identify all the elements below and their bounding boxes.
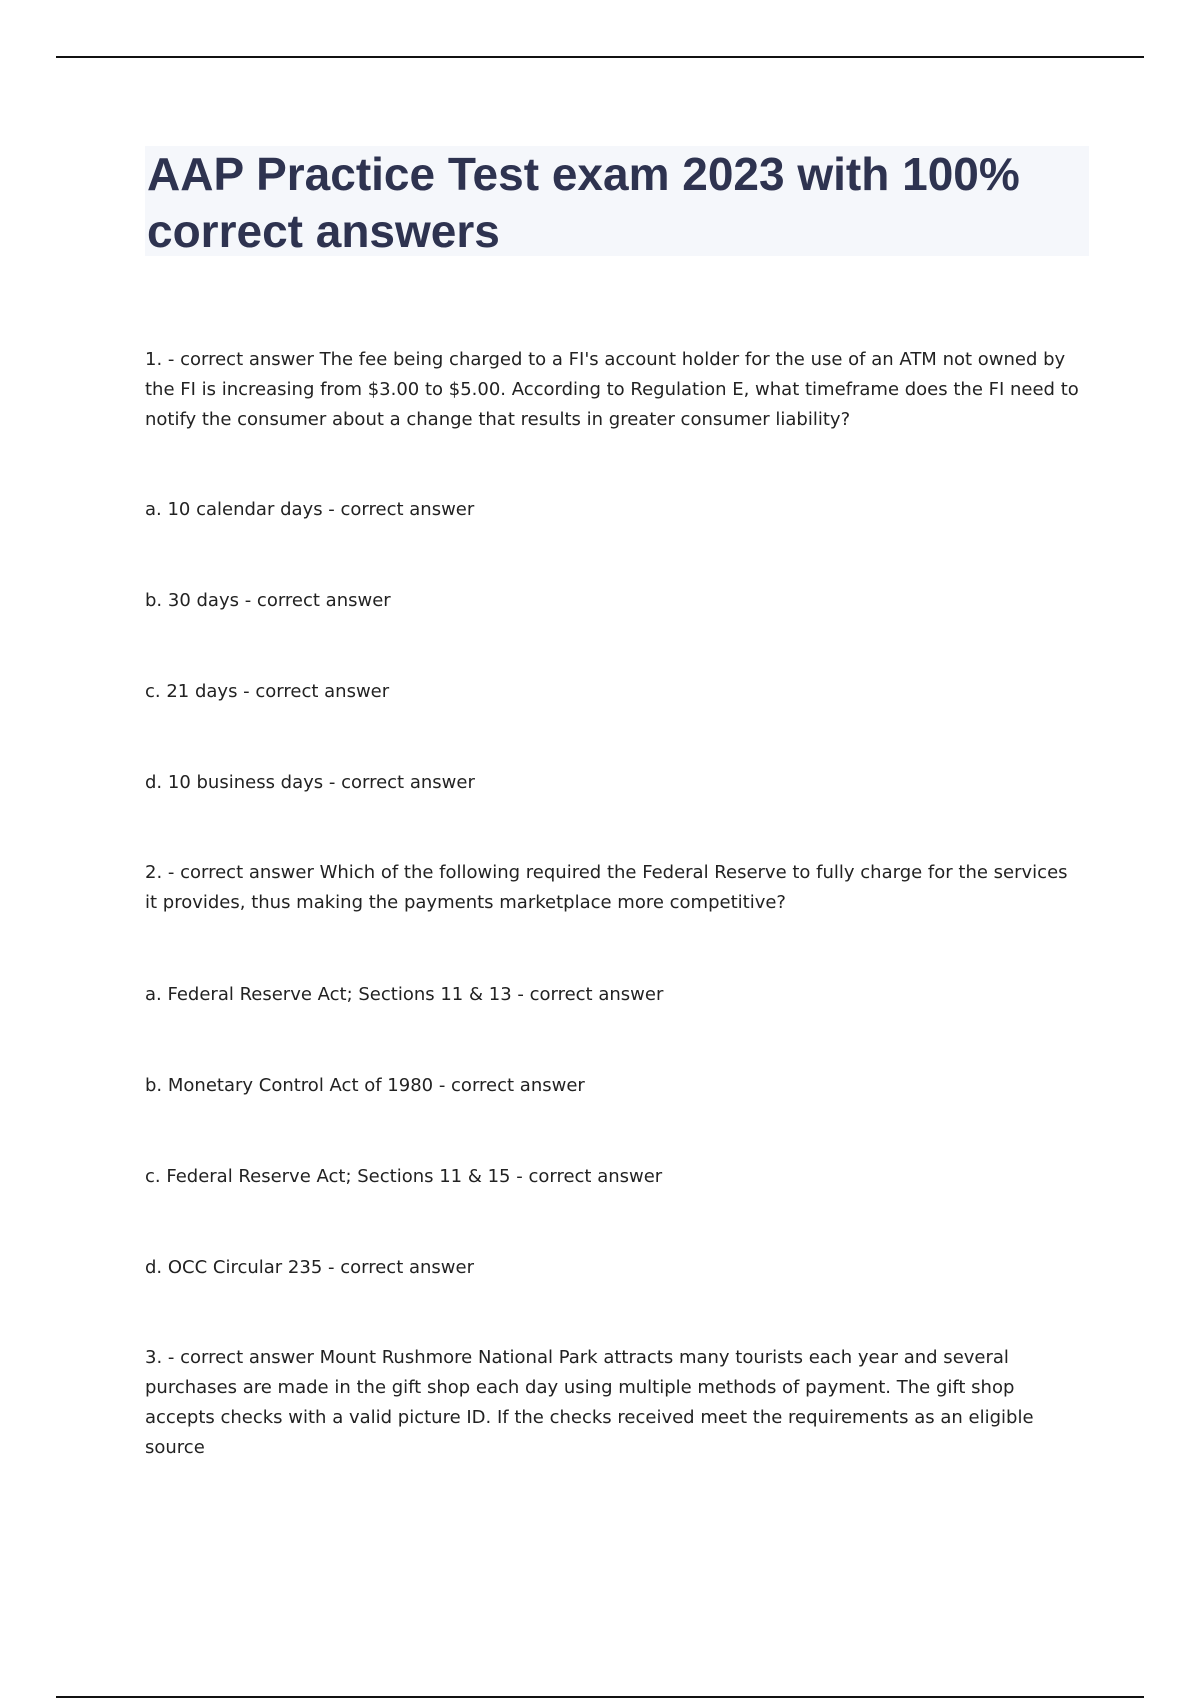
question-1-option-d: d. 10 business days - correct answer [145, 772, 475, 793]
title-banner [145, 146, 1089, 256]
footer-rule [56, 1696, 1144, 1698]
question-3-text: 3. - correct answer Mount Rushmore National Park attracts many tourists each year and several purchases are made in the gift shop each day using multiple methods of payment. The gift shop accepts checks with a valid picture ID. If the checks received meet the requirements as an eligible source [145, 1347, 1034, 1458]
question-2-option-c: c. Federal Reserve Act; Sections 11 & 15 - correct answer [145, 1166, 663, 1187]
question-2-option-d: d. OCC Circular 235 - correct answer [145, 1257, 474, 1278]
header-rule [56, 56, 1144, 58]
question-1-option-a: a. 10 calendar days - correct answer [145, 499, 475, 520]
question-2-option-b: b. Monetary Control Act of 1980 - correct answer [145, 1075, 585, 1096]
question-1-option-c: c. 21 days - correct answer [145, 681, 390, 702]
question-2-text: 2. - correct answer Which of the following required the Federal Reserve to fully charge for the services it provides, thus making the payments marketplace more competitive? [145, 862, 1068, 913]
document-title: AAP Practice Test exam 2023 with 100% correct answers [147, 148, 1020, 257]
question-2-option-a: a. Federal Reserve Act; Sections 11 & 13 - correct answer [145, 984, 664, 1005]
question-1-option-b: b. 30 days - correct answer [145, 590, 391, 611]
question-1-text: 1. - correct answer The fee being charged to a FI's account holder for the use of an ATM not owned by the FI is increasing from $3.00 to $5.00. According to Regulation E, what timeframe does the FI need to notify the consumer about a change that results in greater consumer liability? [145, 349, 1079, 430]
